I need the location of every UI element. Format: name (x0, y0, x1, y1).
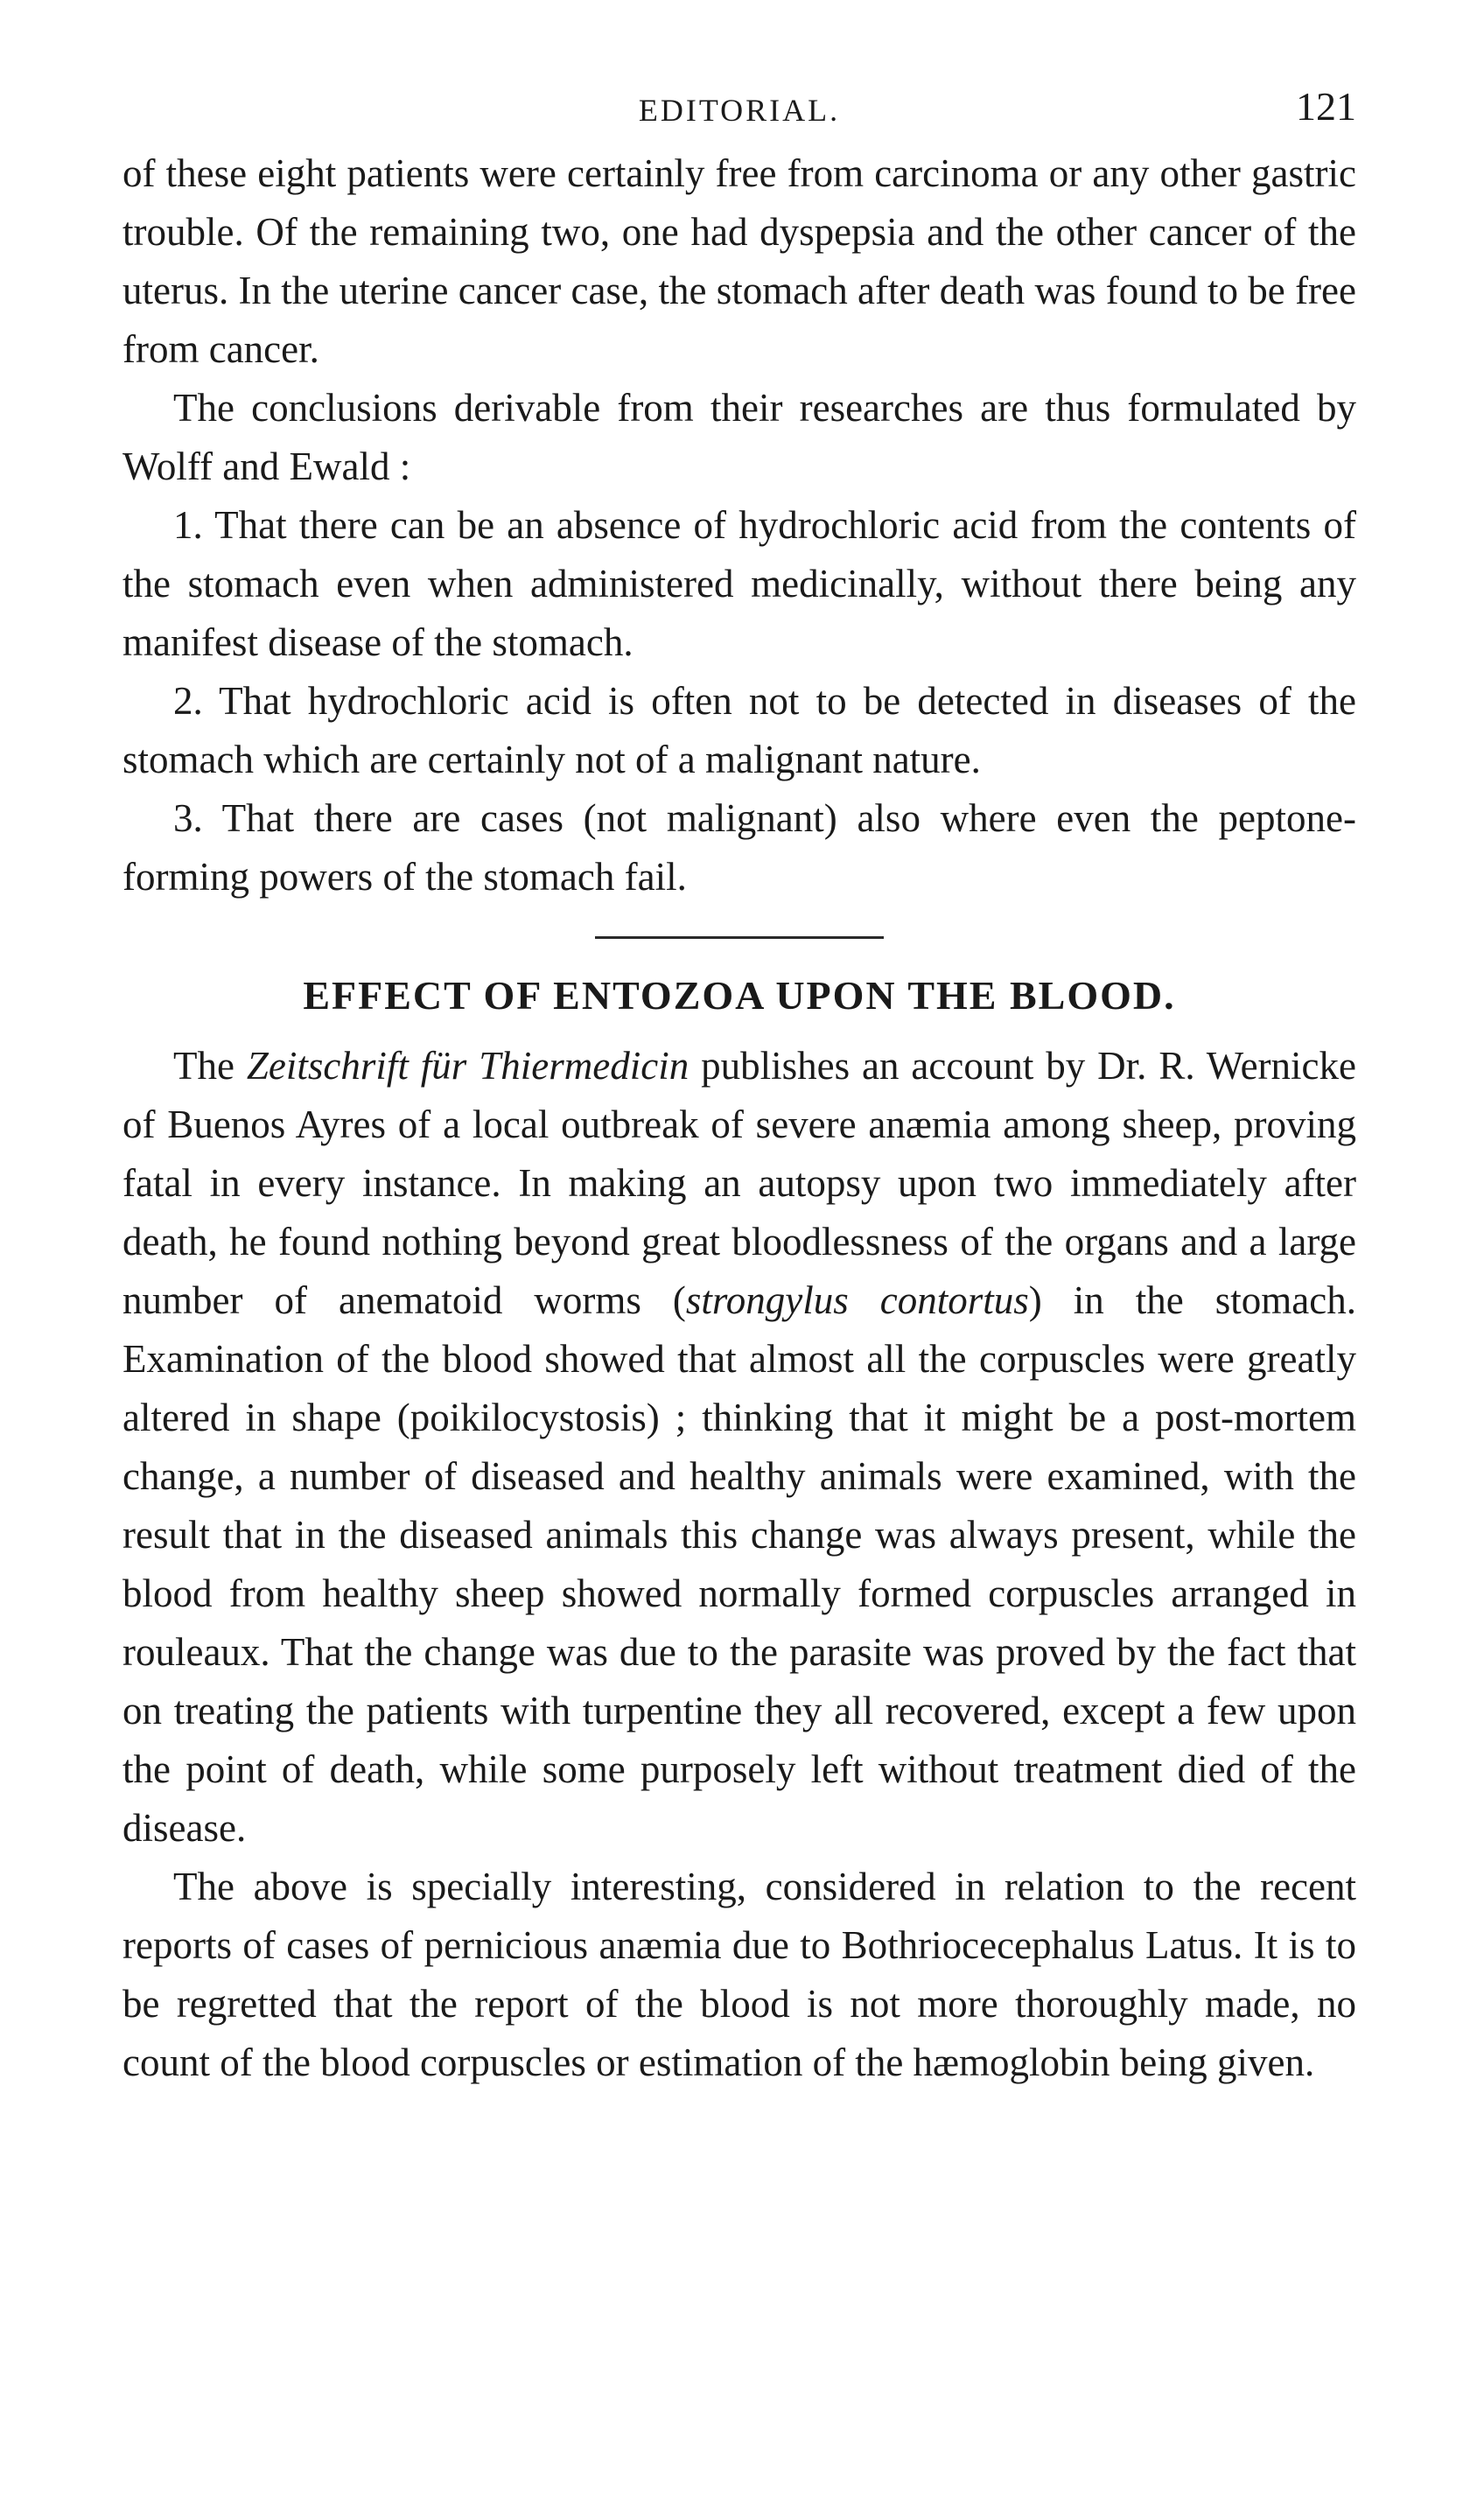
conclusion-3: 3. That there are cases (not malignant) also where even the peptone-forming powers of the stomach fail. (122, 796, 1356, 899)
article-title: EFFECT OF ENTOZOA UPON THE BLOOD. (303, 973, 1176, 1018)
p1-tail: ) in the stomach. Examination of the blood showed that almost all the corpuscles were greatly altered in shape (poikilocystosis) ; thinking that it might be a post-mortem change, a number of diseased and healthy animals were examined, with the result that in the diseased animals this change was always present, while the blood from healthy sheep showed normally formed corpuscles arranged in rouleaux. That the change was due to the parasite was proved by the fact that on treating the patients with turpentine they all recovered, except a few upon the point of death, while some purposely left without treatment died of the disease. (122, 1278, 1356, 1850)
running-title: EDITORIAL. (638, 93, 841, 128)
conclusions-intro: The conclusions derivable from their researches are thus formulated by Wolff and Ewald : (122, 386, 1356, 488)
book-page (122, 83, 1356, 2092)
journal-name: Zeitschrift für Thiermedicin (246, 1044, 690, 1088)
p1-lead: The (173, 1044, 247, 1088)
conclusion-2: 2. That hydrochloric acid is often not to be detected in diseases of the stomach which are certainly not of a malignant nature. (122, 679, 1356, 781)
conclusion-1: 1. That there can be an absence of hydrochloric acid from the contents of the stomach even when administered medicinally, without there being any manifest disease of the stomach. (122, 503, 1356, 664)
section-divider (595, 936, 884, 939)
continued-paragraph: of these eight patients were certainly free from carcinoma or any other gastric trouble. Of the remaining two, one had dyspepsia and the other cancer of the uterus. In the uterine cancer case, the stomach after death was found to be free from cancer. (122, 151, 1356, 371)
running-head (122, 83, 1356, 144)
article-paragraph-2: The above is specially interesting, considered in relation to the recent reports of cases of pernicious anæmia due to Bothriocecephalus Latus. It is to be regretted that the report of the blood is not more thoroughly made, no count of the blood corpuscles or estimation of the hæmoglobin being given. (122, 1865, 1356, 2084)
species-name: strongylus contortus (685, 1278, 1029, 1322)
article-paragraph-1 (122, 1037, 1356, 1858)
p1-mid: publishes an account by Dr. R. Wernicke of Buenos Ayres of a local outbreak of severe anæmia among sheep, proving fatal in every instance. In making an autopsy upon two immediately after death, he found nothing beyond great bloodlessness of the organs and a large number of anematoid worms ( (122, 1044, 1356, 1322)
page-number: 121 (1296, 84, 1356, 129)
